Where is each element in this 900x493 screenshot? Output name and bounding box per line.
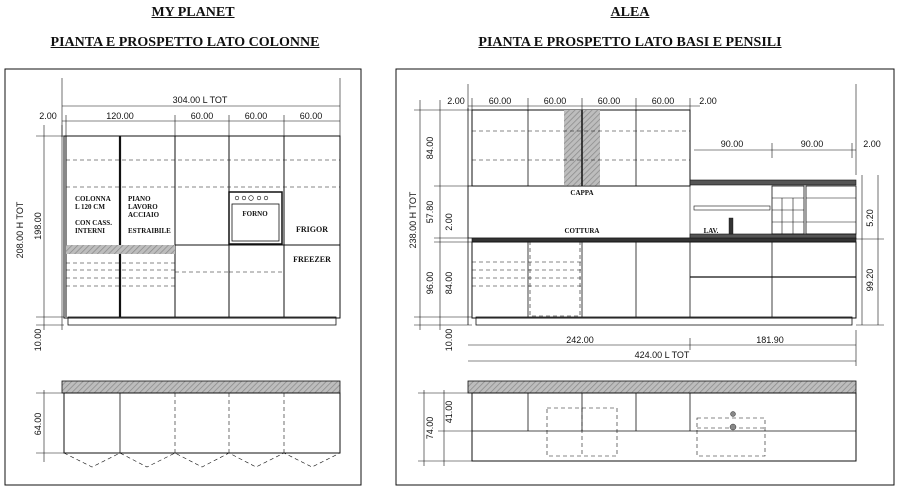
left-plan-depth: 64.00 (33, 412, 43, 436)
sink-plan-icon (697, 418, 765, 456)
right-plan-outer: 74.00 (425, 416, 435, 440)
right-plinth-height: 10.00 (444, 328, 454, 352)
right-labels (564, 189, 718, 235)
left-column-height: 198.00 (33, 212, 43, 240)
label-forno: FORNO (242, 210, 268, 218)
left-panel (5, 69, 361, 485)
left-total-width: 304.00 L TOT (172, 95, 228, 105)
right-total-height: 238.00 H TOT (408, 191, 418, 249)
right-top-dim-3: 60.00 (543, 96, 567, 106)
label-acciaio: ACCIAIO (128, 211, 160, 219)
right-base-outer-height: 96.00 (425, 271, 435, 295)
label-lavoro: LAVORO (128, 203, 158, 211)
right-top-dim-5: 60.00 (651, 96, 675, 106)
right-shelf-dim-1: 90.00 (720, 139, 744, 149)
label-freezer: FREEZER (293, 255, 331, 264)
left-dim-2: 120.00 (106, 111, 134, 121)
right-top-height: 2.00 (444, 213, 454, 231)
left-dim-4: 60.00 (244, 111, 268, 121)
label-colonna-size: L 120 CM (75, 203, 105, 211)
label-cappa: CAPPA (570, 189, 594, 197)
right-side-height-2: 99.20 (865, 268, 875, 292)
right-shelf-dim-2: 90.00 (800, 139, 824, 149)
right-width-right: 181.90 (756, 335, 784, 345)
right-width-left: 242.00 (566, 335, 594, 345)
right-total-width: 424.00 L TOT (634, 350, 690, 360)
right-panel (396, 69, 894, 485)
right-top-dim-2: 60.00 (488, 96, 512, 106)
label-frigor: FRIGOR (296, 225, 328, 234)
left-dim-5: 60.00 (299, 111, 323, 121)
right-top-dim-4: 60.00 (597, 96, 621, 106)
left-subtitle: PIANTA E PROSPETTO LATO COLONNE (50, 35, 320, 50)
right-shelf-dim-3: 2.00 (863, 139, 881, 149)
label-lav: LAV. (703, 227, 719, 235)
right-title: ALEA (610, 5, 650, 20)
right-top-dim-6: 2.00 (699, 96, 717, 106)
right-base-height: 84.00 (444, 271, 454, 295)
left-title: MY PLANET (151, 5, 235, 20)
label-piano: PIANO (128, 195, 151, 203)
label-estraibile: ESTRAIBILE (128, 227, 171, 235)
label-colonna-interni: INTERNI (75, 227, 105, 235)
right-side-height-1: 5.20 (865, 209, 875, 227)
right-plan-inner: 41.00 (444, 400, 454, 424)
left-dim-3: 60.00 (190, 111, 214, 121)
left-frame (5, 69, 361, 485)
label-colonna: COLONNA (75, 195, 111, 203)
right-wall-height: 84.00 (425, 136, 435, 160)
left-plinth-height: 10.00 (33, 328, 43, 352)
label-cottura: COTTURA (564, 227, 600, 235)
right-top-dim-1: 2.00 (447, 96, 465, 106)
right-gap-height: 57.80 (425, 200, 435, 224)
tap-icon (729, 218, 733, 234)
left-total-height: 208.00 H TOT (15, 201, 25, 259)
left-dim-1: 2.00 (39, 111, 57, 121)
right-subtitle: PIANTA E PROSPETTO LATO BASI E PENSILI (478, 35, 782, 50)
label-colonna-cass: CON CASS. (75, 219, 112, 227)
